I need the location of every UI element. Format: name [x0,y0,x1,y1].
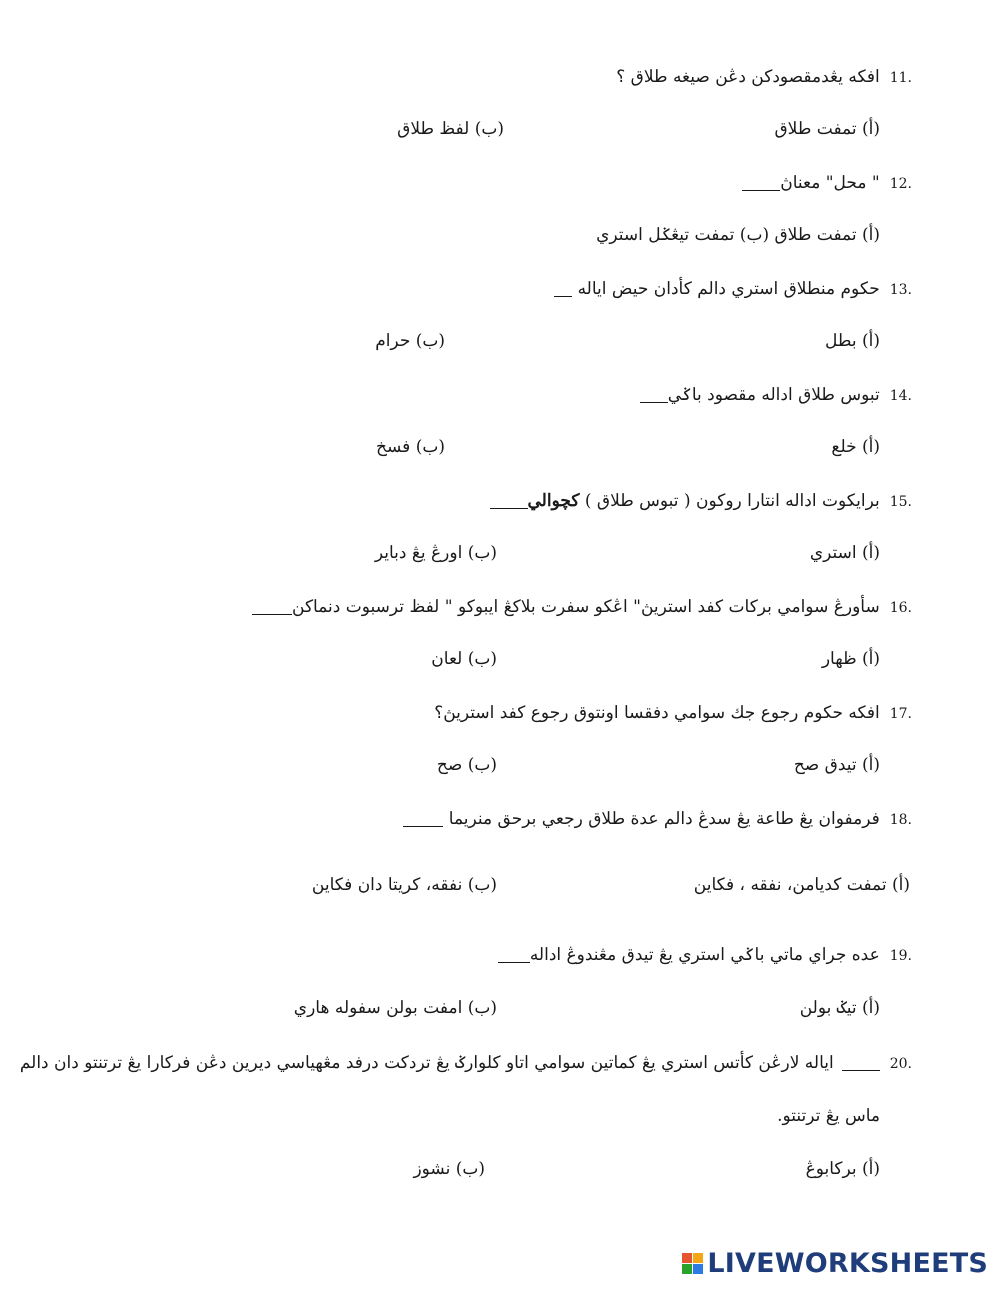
question-20-continuation: ماس يڠ ترتنتو. [777,1106,880,1126]
answer-blank[interactable] [842,1056,880,1071]
liveworksheets-logo [682,1248,988,1279]
answer-blank[interactable] [742,176,780,191]
q18-option-a[interactable]: (أ) تمفت كديامن، نفقه ، فكاين [693,875,910,895]
answer-blank[interactable] [554,282,572,297]
q16-option-b[interactable]: (ب) لعان [431,649,497,669]
question-15: 15.برايكوت اداله انتارا روكون ( تبوس طلاق ) كچوالي [70,488,912,515]
q19-option-b[interactable]: (ب) امفت بولن سفوله هاري [293,998,497,1018]
q15-option-a[interactable]: (أ) استري [809,543,880,563]
question-12: 12." محل" معناڽ [70,170,912,197]
question-13: 13.حكوم منطلاق استري دالم كأدان حيض اياله [70,276,912,303]
question-17: 17.افكه حكوم رجوع جك سوامي دفقسا اونتوق رجوع كفد استريڽ؟ [434,703,912,723]
question-11: 11.افكه يڠدمقصودكن دڠن صيغه طلاق ؟ [616,67,912,87]
q13-option-a[interactable]: (أ) بطل [825,331,880,351]
question-19: 19.عده جراي ماتي باݢي استري يڠ تيدق مڠندوڠ اداله [70,942,912,969]
answer-blank[interactable] [498,948,530,963]
logo-mark-icon [682,1253,703,1274]
q20-option-b[interactable]: (ب) نشوز [413,1159,485,1179]
q18-option-b[interactable]: (ب) نفقه، كريتا دان فكاين [311,875,497,895]
q11-option-b[interactable]: (ب) لفظ طلاق [397,119,504,139]
logo-text: LIVEWORKSHEETS [707,1248,988,1279]
question-18: 18.فرمفوان يڠ طاعة يڠ سدڠ دالم عدة طلاق رجعي برحق منريما [70,806,912,833]
q14-option-a[interactable]: (أ) خلع [831,437,880,457]
q20-option-a[interactable]: (أ) بركابوڠ [805,1159,880,1179]
q14-option-b[interactable]: (ب) فسخ [376,437,445,457]
question-16: 16.سأورڠ سوامي بركات كفد استريڽ" اڠكو سفرت بلاكڠ ايبوكو " لفظ ترسبوت دنماكن [70,594,912,621]
q13-option-b[interactable]: (ب) حرام [375,331,445,351]
q17-option-b[interactable]: (ب) صح [436,755,497,775]
q15-option-b[interactable]: (ب) اورڠ يڠ دباير [374,543,497,563]
q17-option-a[interactable]: (أ) تيدق صح [793,755,880,775]
answer-blank[interactable] [490,494,528,509]
except-keyword: كچوالي [527,491,580,511]
question-14: 14.تبوس طلاق اداله مقصود باݢي [70,382,912,409]
q11-option-a[interactable]: (أ) تمفت طلاق [774,119,880,139]
q12-options[interactable]: (أ) تمفت طلاق (ب) تمفت تيڠݢل استري [596,225,880,245]
answer-blank[interactable] [640,388,668,403]
answer-blank[interactable] [252,600,292,615]
q19-option-a[interactable]: (أ) تيݢ بولن [799,998,880,1018]
question-20: 20.اياله لارڠن كأتس استري يڠ كماتين سوامي اتاو كلوارݢ يڠ تردكت درفد مڠهياسي ديرين دڠن فركارا يڠ ترتنتو دان دالم [19,1053,912,1073]
answer-blank[interactable] [403,812,443,827]
q16-option-a[interactable]: (أ) ظهار [821,649,880,669]
